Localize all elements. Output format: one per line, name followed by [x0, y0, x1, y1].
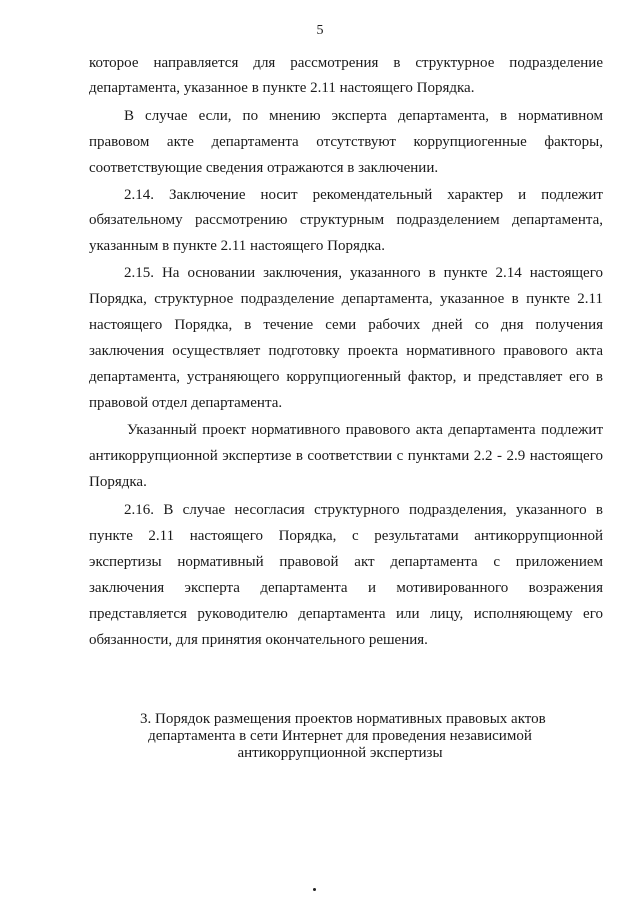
text-line: которое направляется для рассмотрения в структурное подразделение — [89, 55, 603, 71]
text-line: заключения осуществляет подготовку проекта нормативного правового акта — [89, 343, 603, 359]
text-line: 2.15. На основании заключения, указанного в пункте 2.14 настоящего — [124, 265, 603, 281]
text-line: правовом акте департамента отсутствуют коррупциогенные факторы, — [89, 134, 603, 150]
text-line: правовой отдел департамента. — [89, 395, 283, 411]
heading-line: антикоррупционной экспертизы — [237, 745, 443, 761]
text-line: обязанности, для принятия окончательного решения. — [89, 632, 428, 648]
text-line: 2.16. В случае несогласия структурного подразделения, указанного в — [124, 502, 603, 518]
heading-line: 3. Порядок размещения проектов нормативных правовых актов — [140, 711, 546, 727]
page-number: 5 — [316, 23, 324, 38]
text-line: экспертизы нормативный правовой акт департамента с приложением — [89, 554, 603, 570]
text-line: настоящего Порядка, в течение семи рабочих дней со дня получения — [89, 317, 603, 333]
text-line: Порядка. — [89, 474, 147, 490]
text-line: представляется руководителю департамента или лицу, исполняющему его — [89, 606, 603, 622]
text-line: департамента, указанное в пункте 2.11 настоящего Порядка. — [89, 80, 475, 96]
text-line: В случае если, по мнению эксперта департамента, в нормативном — [124, 108, 603, 124]
heading-line: департамента в сети Интернет для проведения независимой — [148, 728, 532, 744]
text-line: 2.14. Заключение носит рекомендательный характер и подлежит — [124, 187, 603, 203]
text-line: Указанный проект нормативного правового акта департамента подлежит — [127, 422, 603, 438]
text-line: пункте 2.11 настоящего Порядка, с результатами антикоррупционной — [89, 528, 603, 544]
scan-dot — [313, 888, 316, 891]
text-line: Порядка, структурное подразделение департамента, указанное в пункте 2.11 — [89, 291, 603, 307]
text-line: обязательному рассмотрению структурным подразделением департамента, — [89, 212, 603, 228]
text-line: департамента, устраняющего коррупциогенный фактор, и представляет его в — [89, 369, 603, 385]
text-line: антикоррупционной экспертизе в соответствии с пунктами 2.2 - 2.9 настоящего — [89, 448, 603, 464]
text-line: соответствующие сведения отражаются в заключении. — [89, 160, 439, 176]
text-line: заключения эксперта департамента и мотивированного возражения — [89, 580, 603, 596]
text-line: указанным в пункте 2.11 настоящего Порядка. — [89, 238, 385, 254]
